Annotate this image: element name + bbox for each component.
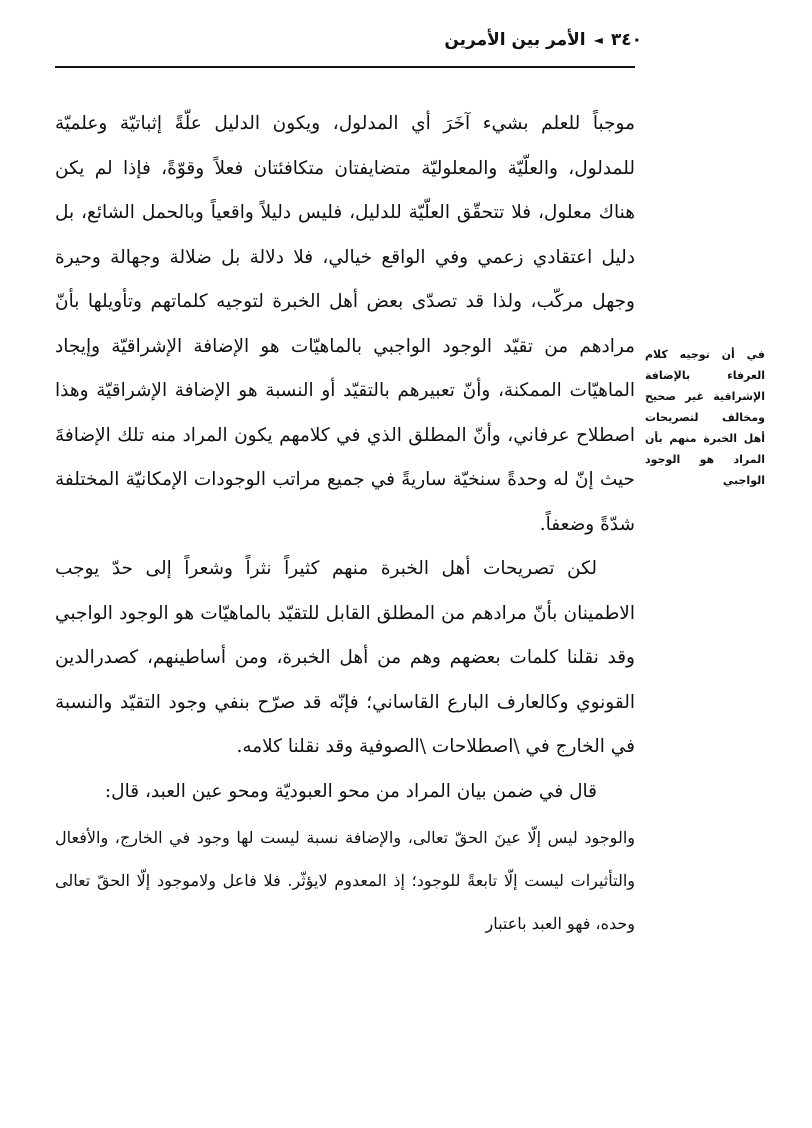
block-quote: والوجود ليس إلّا عينَ الحقّ تعالى، والإضافة نسبة ليست لها وجود في الخارج، والأفعال والتأثيرات ليست إلّا تابعةً للوجود؛ إذ المعدوم لايؤثّر. فلا فاعل ولاموجود إلّا الحقّ تعالى وحده، فهو العبد باعتبار (55, 828, 635, 933)
margin-note: في أن توجيه كلام العرفاء بالإضافة الإشراقية غير صحيح ومخالف لتصريحات أهل الخبرة منهم بأن المراد هو الوجود الواجبي (645, 348, 765, 487)
header-rule (55, 66, 635, 68)
page-number: ٣٤٠ (610, 30, 642, 50)
running-title: الأمر بين الأمرين (444, 30, 586, 50)
main-text (55, 102, 635, 945)
arrow-icon: ◄ (593, 33, 603, 47)
page-header (444, 30, 642, 50)
paragraph: موجباً للعلم بشيء آخَرَ أي المدلول، ويكون الدليل علّةً إثباتيّة وعلميّة للمدلول، والعلّيّة والمعلوليّة متضايفتان متكافئتان فعلاً وقوّةً، فإذا لم يكن هناك معلول، فلا تتحقّق العلّيّة للدليل، فليس دليلاً واقعياً وبالحمل الشائع، بل دليل اعتقادي زعمي وفي الواقع خيالي، فلا دلالة بل ضلالة وجهالة وحيرة وجهل مركّب، ولذا قد تصدّى بعض أهل الخبرة لتوجيه كلماتهم وتأويلها بأنّ مرادهم من تقيّد الوجود الواجبي بالماهيّات هو الإضافة الإشراقيّة وإيجاد الماهيّات الممكنة، وأنّ تعبيرهم بالتقيّد أو النسبة هو الإضافة الإشراقيّة وهذا اصطلاح عرفاني، وأنّ المطلق الذي في كلامهم يكون المراد منه تلك الإضافةَ حيث إنّ له وحدةً سنخيّة ساريةً في جميع مراتب الوجودات الإمكانيّة المختلفة شدّةً وضعفاً. (55, 113, 635, 535)
paragraph: قال في ضمن بيان المراد من محو العبوديّة ومحو عين العبد، قال: (104, 780, 597, 802)
paragraph: لكن تصريحات أهل الخبرة منهم كثيراً نثراً وشعراً إلى حدّ يوجب الاطمينان بأنّ مرادهم من المطلق القابل للتقيّد بالماهيّات هو الوجود الواجبي وقد نقلنا كلمات بعضهم وهم من أهل الخبرة، ومن أساطينهم، كصدرالدين القونوي وكالعارف البارع القاساني؛ فإنّه قد صرّح بنفي وجود التقيّد والنسبة في الخارج في \اصطلاحات \الصوفية وقد نقلنا كلامه. (55, 558, 635, 757)
